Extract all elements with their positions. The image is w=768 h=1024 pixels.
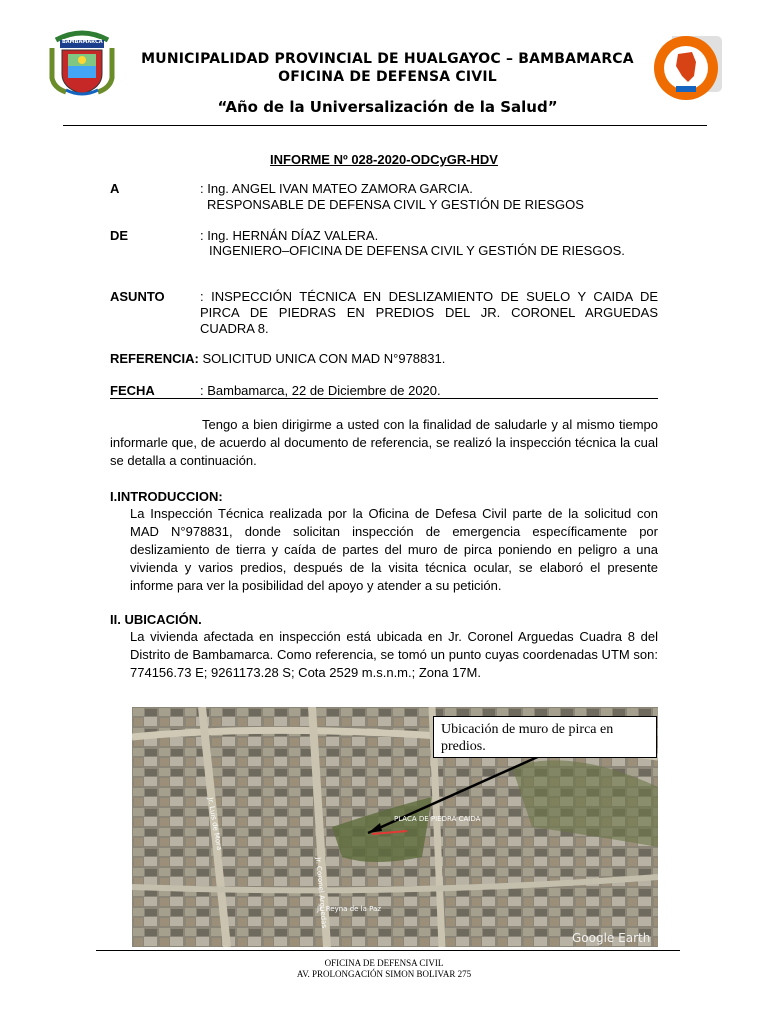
from-position: INGENIERO–OFICINA DE DEFENSA CIVIL Y GESTIÓN DE RIESGOS.	[209, 243, 625, 258]
section-introduction-text: La Inspección Técnica realizada por la Oficina de Defesa Civil parte de la solicitud con MAD N°978831, donde solicitan inspección de emergencia específicamente por deslizamiento de tierra y caída de partes del muro de pirca poniendo en peligro a una vivienda y varios predios, después de la visita técnica ocular, se elaboró el presente informe para ver la posibilidad del apoyo y atender a su petición.	[130, 506, 658, 593]
reference-line	[110, 351, 658, 366]
to-name: : Ing. ANGEL IVAN MATEO ZAMORA GARCIA.	[200, 181, 473, 196]
from-label: DE	[110, 228, 129, 243]
footer-divider	[96, 950, 680, 951]
subject-text: : INSPECCIÓN TÉCNICA EN DESLIZAMIENTO DE SUELO Y CAIDA DE PIRCA DE PIEDRAS EN PREDIOS DEL JR. CORONEL ARGUEDAS CUADRA 8.	[200, 289, 658, 336]
map-street-label: Jr. Coronel Arguedas	[314, 857, 329, 929]
map-callout-box: Ubicación de muro de pirca en predios.	[433, 716, 657, 758]
institution-header	[110, 50, 665, 86]
date-divider	[110, 398, 658, 399]
from-name: : Ing. HERNÁN DÍAZ VALERA.	[200, 228, 379, 243]
map-street-label: Jr. Reyna de la Paz	[317, 905, 382, 913]
header-divider	[63, 125, 707, 126]
footer-address: AV. PROLONGACIÓN SIMON BOLIVAR 275	[296, 969, 472, 979]
reference-text: SOLICITUD UNICA CON MAD N°978831.	[198, 351, 446, 366]
reference-label: REFERENCIA:	[110, 351, 199, 366]
defensa-civil-logo	[652, 32, 722, 104]
map-street-label: Jr. Luis de Mora	[206, 797, 224, 851]
to-label: A	[110, 181, 120, 196]
to-position: RESPONSABLE DE DEFENSA CIVIL Y GESTIÓN DE RIESGOS	[207, 197, 584, 212]
year-motto: “Año de la Universalización de la Salud”	[217, 98, 558, 116]
intro-paragraph: Tengo a bien dirigirme a usted con la finalidad de saludarle y al mismo tiempo informarle que, de acuerdo al documento de referencia, se realizó la inspección técnica la cual se detalla a continuación.	[110, 417, 658, 468]
map-pin-label: PLACA DE PIEDRA CAIDA	[394, 815, 481, 823]
date-text: : Bambamarca, 22 de Diciembre de 2020.	[200, 383, 441, 398]
section-introduction-title: I.INTRODUCCION:	[110, 489, 223, 504]
subject-label: ASUNTO	[110, 289, 165, 304]
logo-banner-text: BAMBAMARCA	[62, 39, 103, 45]
footer-office: OFICINA DE DEFENSA CIVIL	[324, 958, 444, 968]
municipality-name: MUNICIPALIDAD PROVINCIAL DE HUALGAYOC – BAMBAMARCA	[141, 51, 634, 67]
map-watermark: Google Earth	[572, 931, 651, 945]
municipal-logo	[46, 28, 118, 98]
section-location-title: II. UBICACIÓN.	[110, 612, 202, 627]
office-name: OFICINA DE DEFENSA CIVIL	[278, 69, 497, 85]
report-title: INFORME Nº 028-2020-ODCyGR-HDV	[270, 152, 498, 167]
section-location-text: La vivienda afectada en inspección está ubicada en Jr. Coronel Arguedas Cuadra 8 del Distrito de Bambamarca. Como referencia, se tomó un punto cuyas coordenadas UTM son: 774156.73 E; 9261173.28 S; Cota 2529 m.s.n.m.; Zona 17M.	[130, 629, 658, 680]
date-label: FECHA	[110, 383, 155, 398]
